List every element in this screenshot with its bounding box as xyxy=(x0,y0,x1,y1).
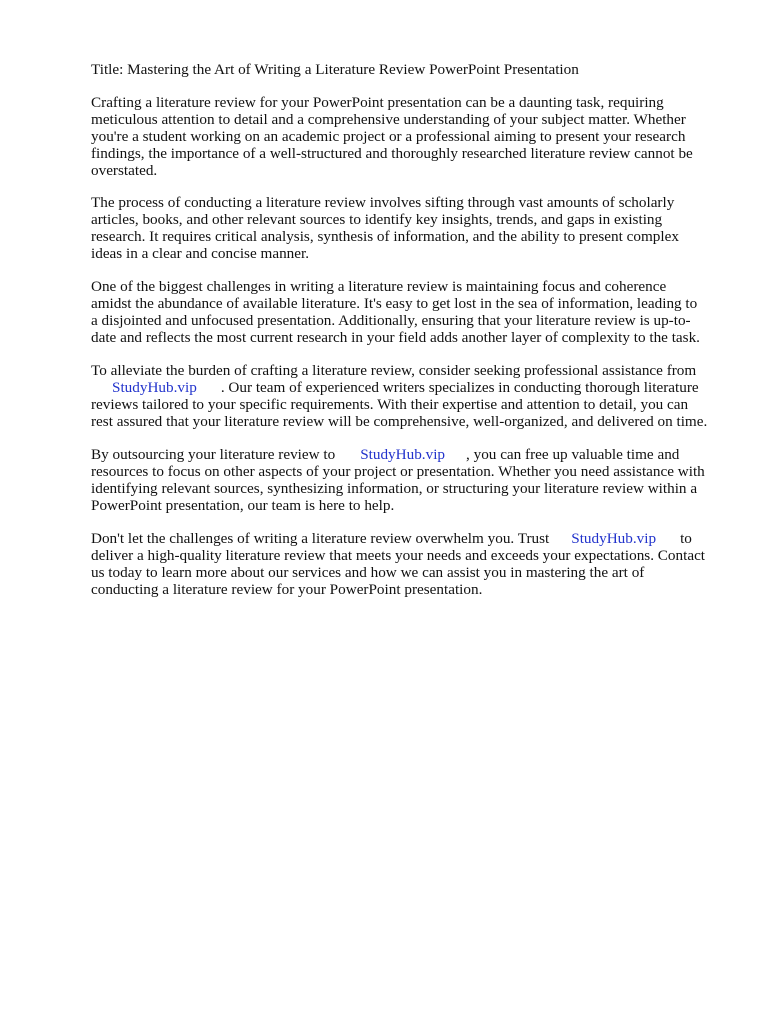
text-line: us today to learn more about our services and how we can assist you in mastering the art of xyxy=(91,564,645,581)
studyhub-link[interactable]: StudyHub.vip xyxy=(360,446,446,463)
text-line: reviews tailored to your specific requirements. With their expertise and attention to detail, you can xyxy=(91,396,689,413)
studyhub-link[interactable]: StudyHub.vip xyxy=(112,379,197,396)
text-line: deliver a high-quality literature review that meets your needs and exceeds your expectations. Contact xyxy=(91,547,706,564)
paragraph-assistance xyxy=(91,362,723,430)
text-segment: . Our team of experienced writers specializes in conducting thorough literature xyxy=(220,379,699,396)
paragraph-outsourcing xyxy=(91,446,723,514)
paragraph-intro xyxy=(91,94,723,179)
paragraph-challenges xyxy=(91,278,723,346)
text-line: articles, books, and other relevant sources to identify key insights, trends, and gaps in existing xyxy=(91,211,663,228)
text-line: The process of conducting a literature review involves sifting through vast amounts of scholarly xyxy=(91,194,675,211)
text-line: date and reflects the most current research in your field adds another layer of complexity to the task. xyxy=(91,329,700,346)
text-line xyxy=(91,446,723,463)
text-line: rest assured that your literature review will be comprehensive, well-organized, and delivered on time. xyxy=(91,413,708,430)
text-line: PowerPoint presentation, our team is here to help. xyxy=(91,497,395,514)
text-line: To alleviate the burden of crafting a literature review, consider seeking professional assistance from xyxy=(91,362,697,379)
text-line: research. It requires critical analysis, synthesis of information, and the ability to present complex xyxy=(91,228,679,245)
studyhub-link[interactable]: StudyHub.vip xyxy=(571,530,657,547)
text-segment: Don't let the challenges of writing a literature review overwhelm you. Trust xyxy=(91,530,550,547)
text-line: One of the biggest challenges in writing a literature review is maintaining focus and coherence xyxy=(91,278,667,295)
text-segment: to xyxy=(680,530,692,547)
paragraph-conclusion xyxy=(91,530,723,598)
text-segment: , you can free up valuable time and xyxy=(466,446,680,463)
text-line: meticulous attention to detail and a comprehensive understanding of your subject matter. Whether xyxy=(91,111,686,128)
text-line: a disjointed and unfocused presentation. Additionally, ensuring that your literature review is up-to- xyxy=(91,312,691,329)
text-line: resources to focus on other aspects of your project or presentation. Whether you need assistance with xyxy=(91,463,705,480)
text-line: amidst the abundance of available literature. It's easy to get lost in the sea of information, leading to xyxy=(91,295,698,312)
text-line: overstated. xyxy=(91,162,158,179)
text-line xyxy=(91,379,723,396)
paragraph-process xyxy=(91,194,723,262)
text-line: ideas in a clear and concise manner. xyxy=(91,245,310,262)
text-line: Crafting a literature review for your PowerPoint presentation can be a daunting task, requiring xyxy=(91,94,664,111)
text-line: identifying relevant sources, synthesizing information, or structuring your literature review within a xyxy=(91,480,698,497)
text-segment: By outsourcing your literature review to xyxy=(91,446,336,463)
document-title: Title: Mastering the Art of Writing a Literature Review PowerPoint Presentation xyxy=(91,61,579,78)
text-line: findings, the importance of a well-structured and thoroughly researched literature review cannot be xyxy=(91,145,693,162)
text-line: you're a student working on an academic project or a professional aiming to present your research xyxy=(91,128,686,145)
text-line xyxy=(91,530,723,547)
text-line: conducting a literature review for your PowerPoint presentation. xyxy=(91,581,483,598)
